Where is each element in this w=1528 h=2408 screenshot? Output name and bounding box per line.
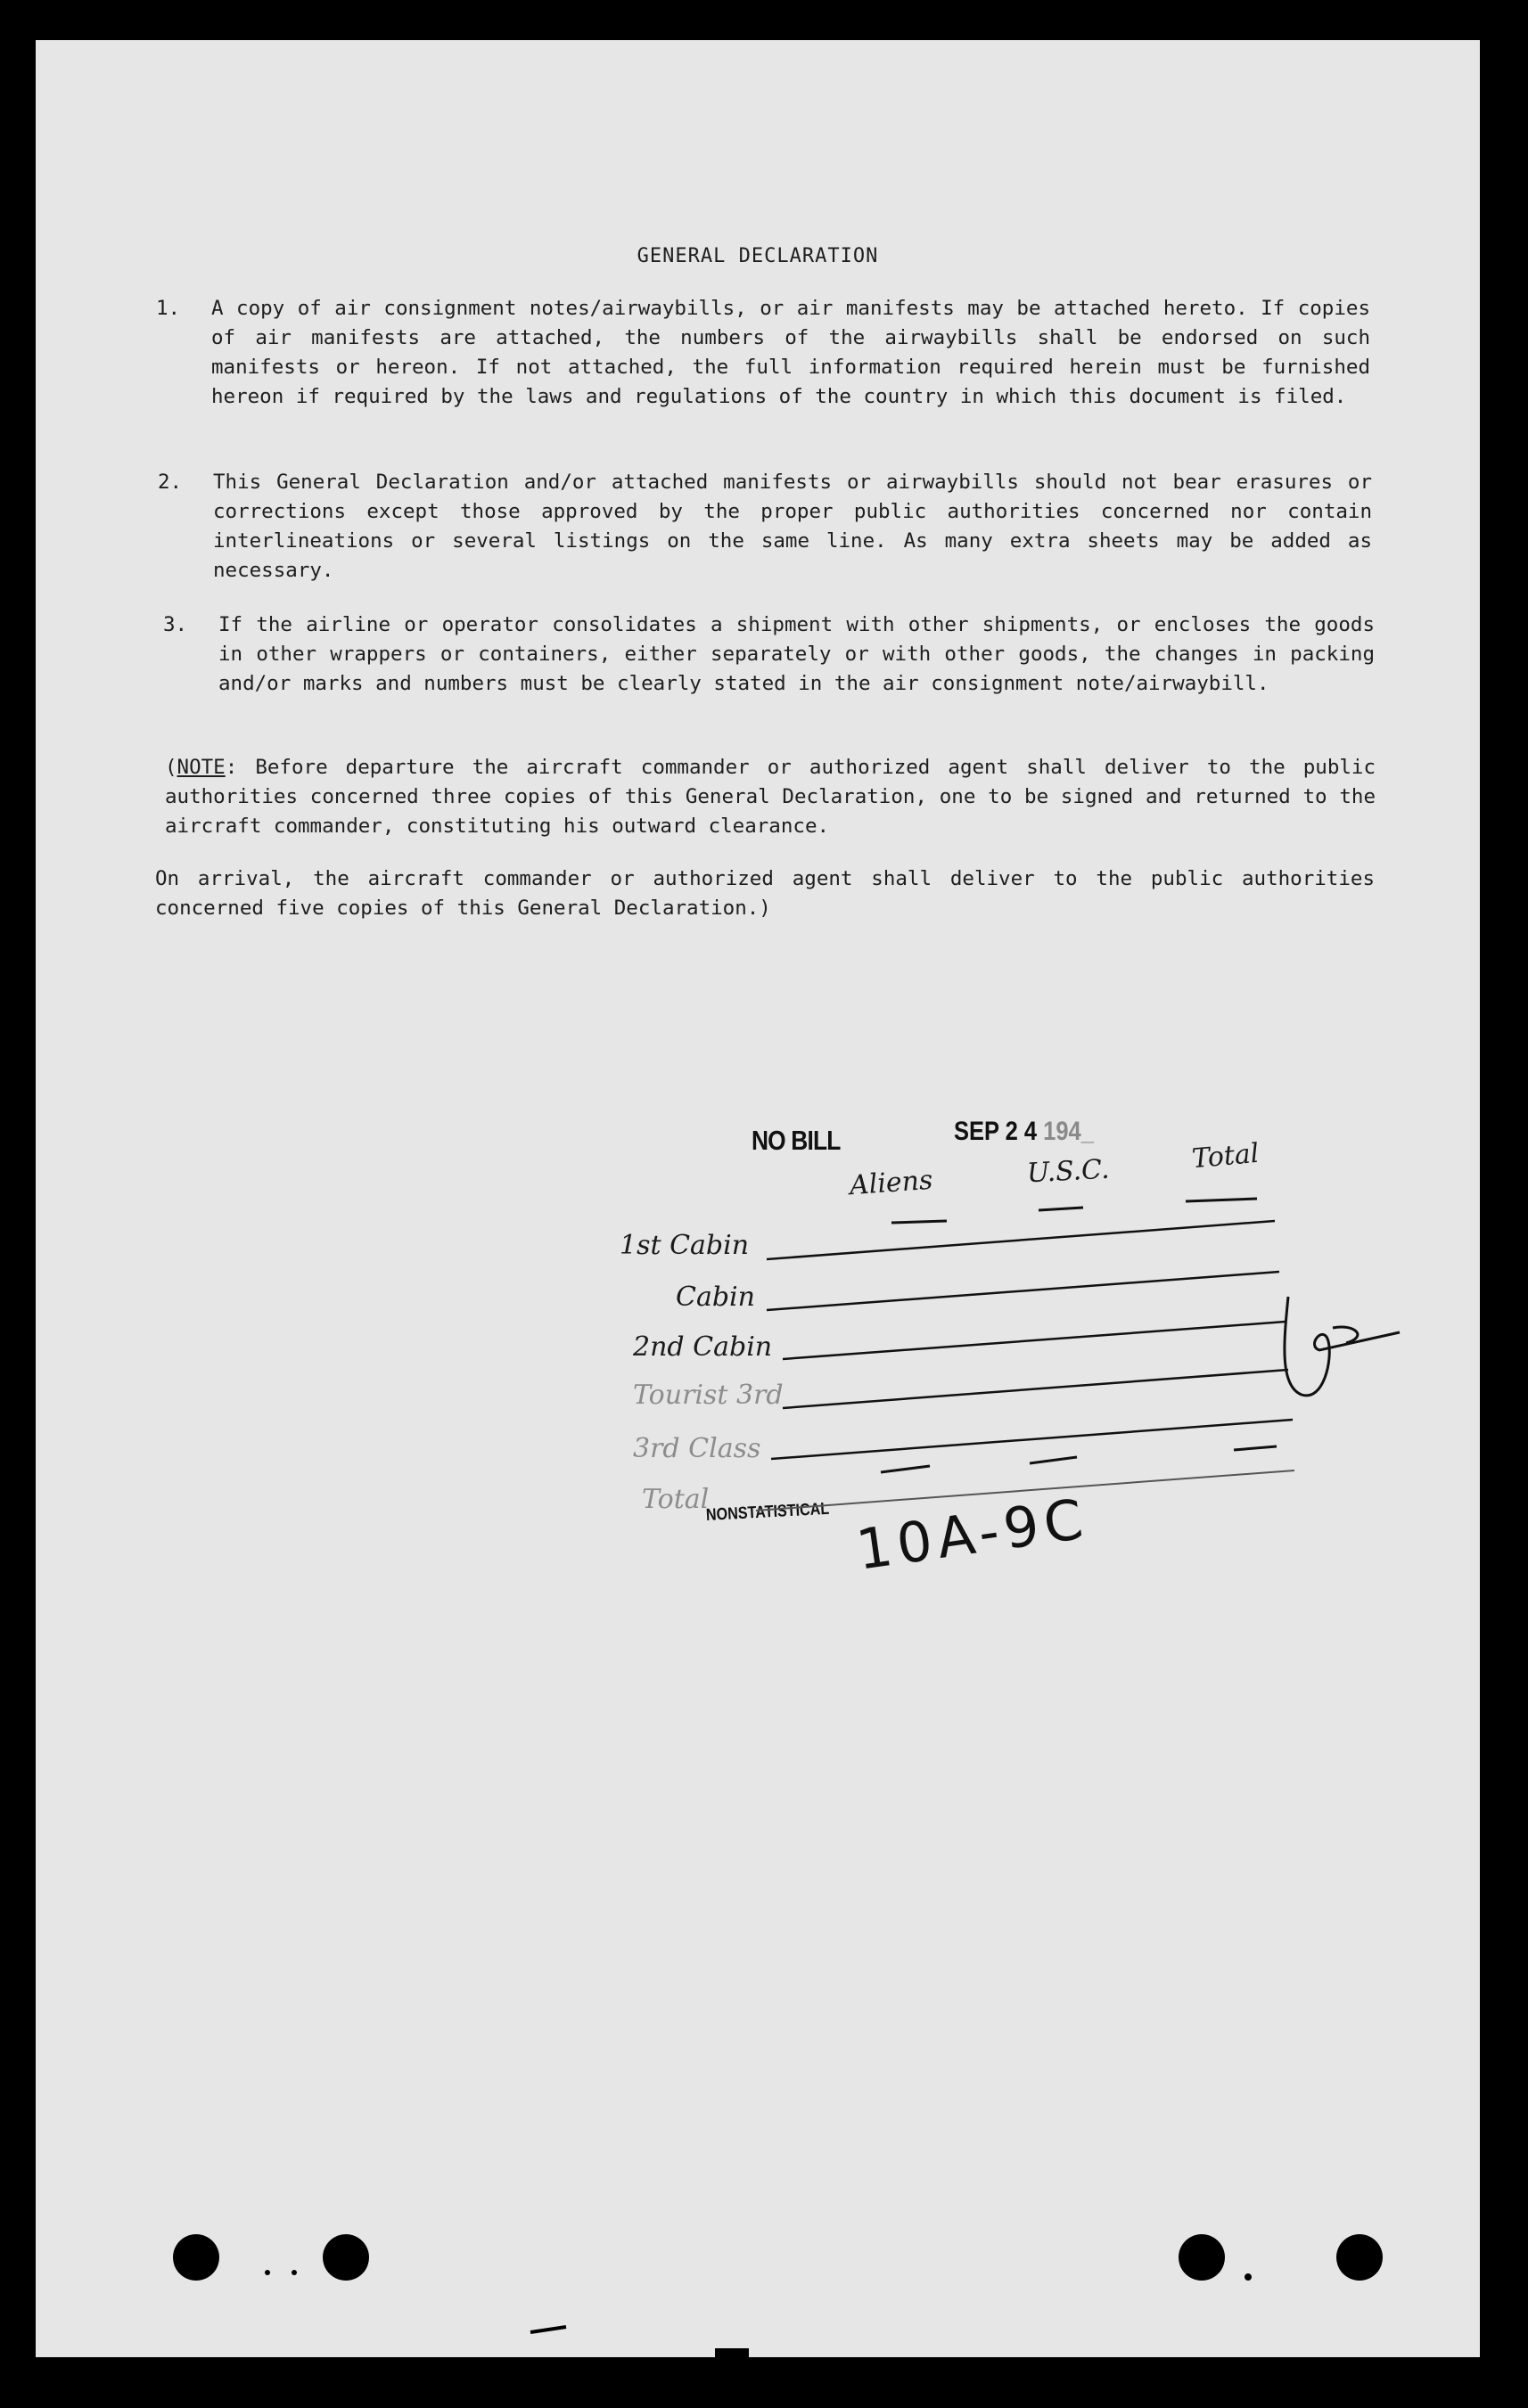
punch-hole-left-1 — [173, 2234, 219, 2281]
speck — [292, 2270, 297, 2275]
nonstatistical-stamp: NONSTATISTICAL — [705, 1499, 830, 1525]
row-line-3rd-class — [771, 1420, 1293, 1459]
page-title: GENERAL DECLARATION — [637, 245, 879, 267]
handwritten-code: 10A-9C — [852, 1486, 1092, 1583]
row-label-tourist-3rd: Tourist 3rd — [633, 1380, 784, 1411]
tick-aliens — [881, 1466, 930, 1472]
document-page — [36, 40, 1480, 2357]
paragraph-number: 2. — [158, 471, 183, 494]
header-underline-aliens — [891, 1221, 947, 1223]
paragraph-text: A copy of air consignment notes/airwaybills, or air manifests may be attached hereto. If copies of air manifests are attached, the numbers of the airwaybills shall be endorsed on such manifests or hereon. If not attached, the full information required herein must be furnished hereon if required by the laws and regulations of the country in which this document is filed. — [211, 297, 1370, 408]
note-paragraph — [165, 753, 1376, 841]
bottom-edge-mark — [715, 2348, 749, 2357]
punch-hole-right-2 — [1336, 2234, 1383, 2281]
column-header-total: Total — [1190, 1137, 1261, 1175]
note-open-paren: ( — [165, 756, 177, 779]
tick-usc — [1030, 1457, 1077, 1463]
row-label-2nd-cabin: 2nd Cabin — [633, 1331, 773, 1363]
header-underline-total — [1186, 1199, 1257, 1201]
column-header-usc: U.S.C. — [1026, 1153, 1111, 1190]
date-stamp — [954, 1117, 1094, 1147]
paragraph-number: 3. — [163, 613, 188, 636]
row-label-3rd-class: 3rd Class — [633, 1433, 761, 1464]
header-underline-usc — [1039, 1208, 1083, 1210]
row-label-cabin: Cabin — [676, 1282, 755, 1313]
no-bill-stamp: NO BILL — [752, 1125, 841, 1156]
bottom-smudge — [530, 2327, 566, 2332]
speck — [265, 2270, 270, 2275]
note-text: : Before departure the aircraft commander or authorized agent shall deliver to the public authorities concerned three copies of this General Declaration, one to be signed and returned to the aircraft commander, constituting his outward clearance. — [165, 756, 1376, 838]
row-line-tourist-3rd — [783, 1370, 1288, 1408]
row-line-2nd-cabin — [783, 1322, 1286, 1359]
column-header-aliens: Aliens — [848, 1164, 934, 1202]
arrival-paragraph: On arrival, the aircraft commander or authorized agent shall deliver to the public authorities concerned five copies of this General Declaration.) — [155, 867, 1375, 920]
tick-total — [1234, 1446, 1277, 1450]
date-stamp-visible: SEP 2 4 — [954, 1117, 1038, 1146]
speck — [1245, 2273, 1252, 2281]
row-line-cabin — [767, 1272, 1279, 1310]
paragraph-3 — [163, 610, 1375, 699]
paragraph-2 — [158, 468, 1372, 586]
note-label: NOTE — [177, 756, 226, 779]
paragraph-1 — [156, 294, 1370, 412]
row-label-1st-cabin: 1st Cabin — [620, 1230, 750, 1261]
paragraph-number: 1. — [156, 297, 181, 320]
paragraph-text: If the airline or operator consolidates a shipment with other shipments, or encloses the goods in other wrappers or containers, either separately or with other goods, the changes in packing and/or marks and numbers must be clearly stated in the air consignment note/airwaybill. — [218, 613, 1375, 695]
punch-hole-right-1 — [1179, 2234, 1225, 2281]
inspector-initials-mark — [1285, 1297, 1400, 1396]
row-line-1st-cabin — [767, 1221, 1275, 1259]
row-label-total: Total — [642, 1484, 710, 1515]
paragraph-text: This General Declaration and/or attached manifests or airwaybills should not bear erasures or corrections except those approved by the proper public authorities concerned nor contain interlineations or several listings on the same line. As many extra sheets may be added as necessary. — [213, 471, 1372, 582]
punch-hole-left-2 — [323, 2234, 369, 2281]
date-stamp-faint: 194_ — [1037, 1117, 1094, 1146]
